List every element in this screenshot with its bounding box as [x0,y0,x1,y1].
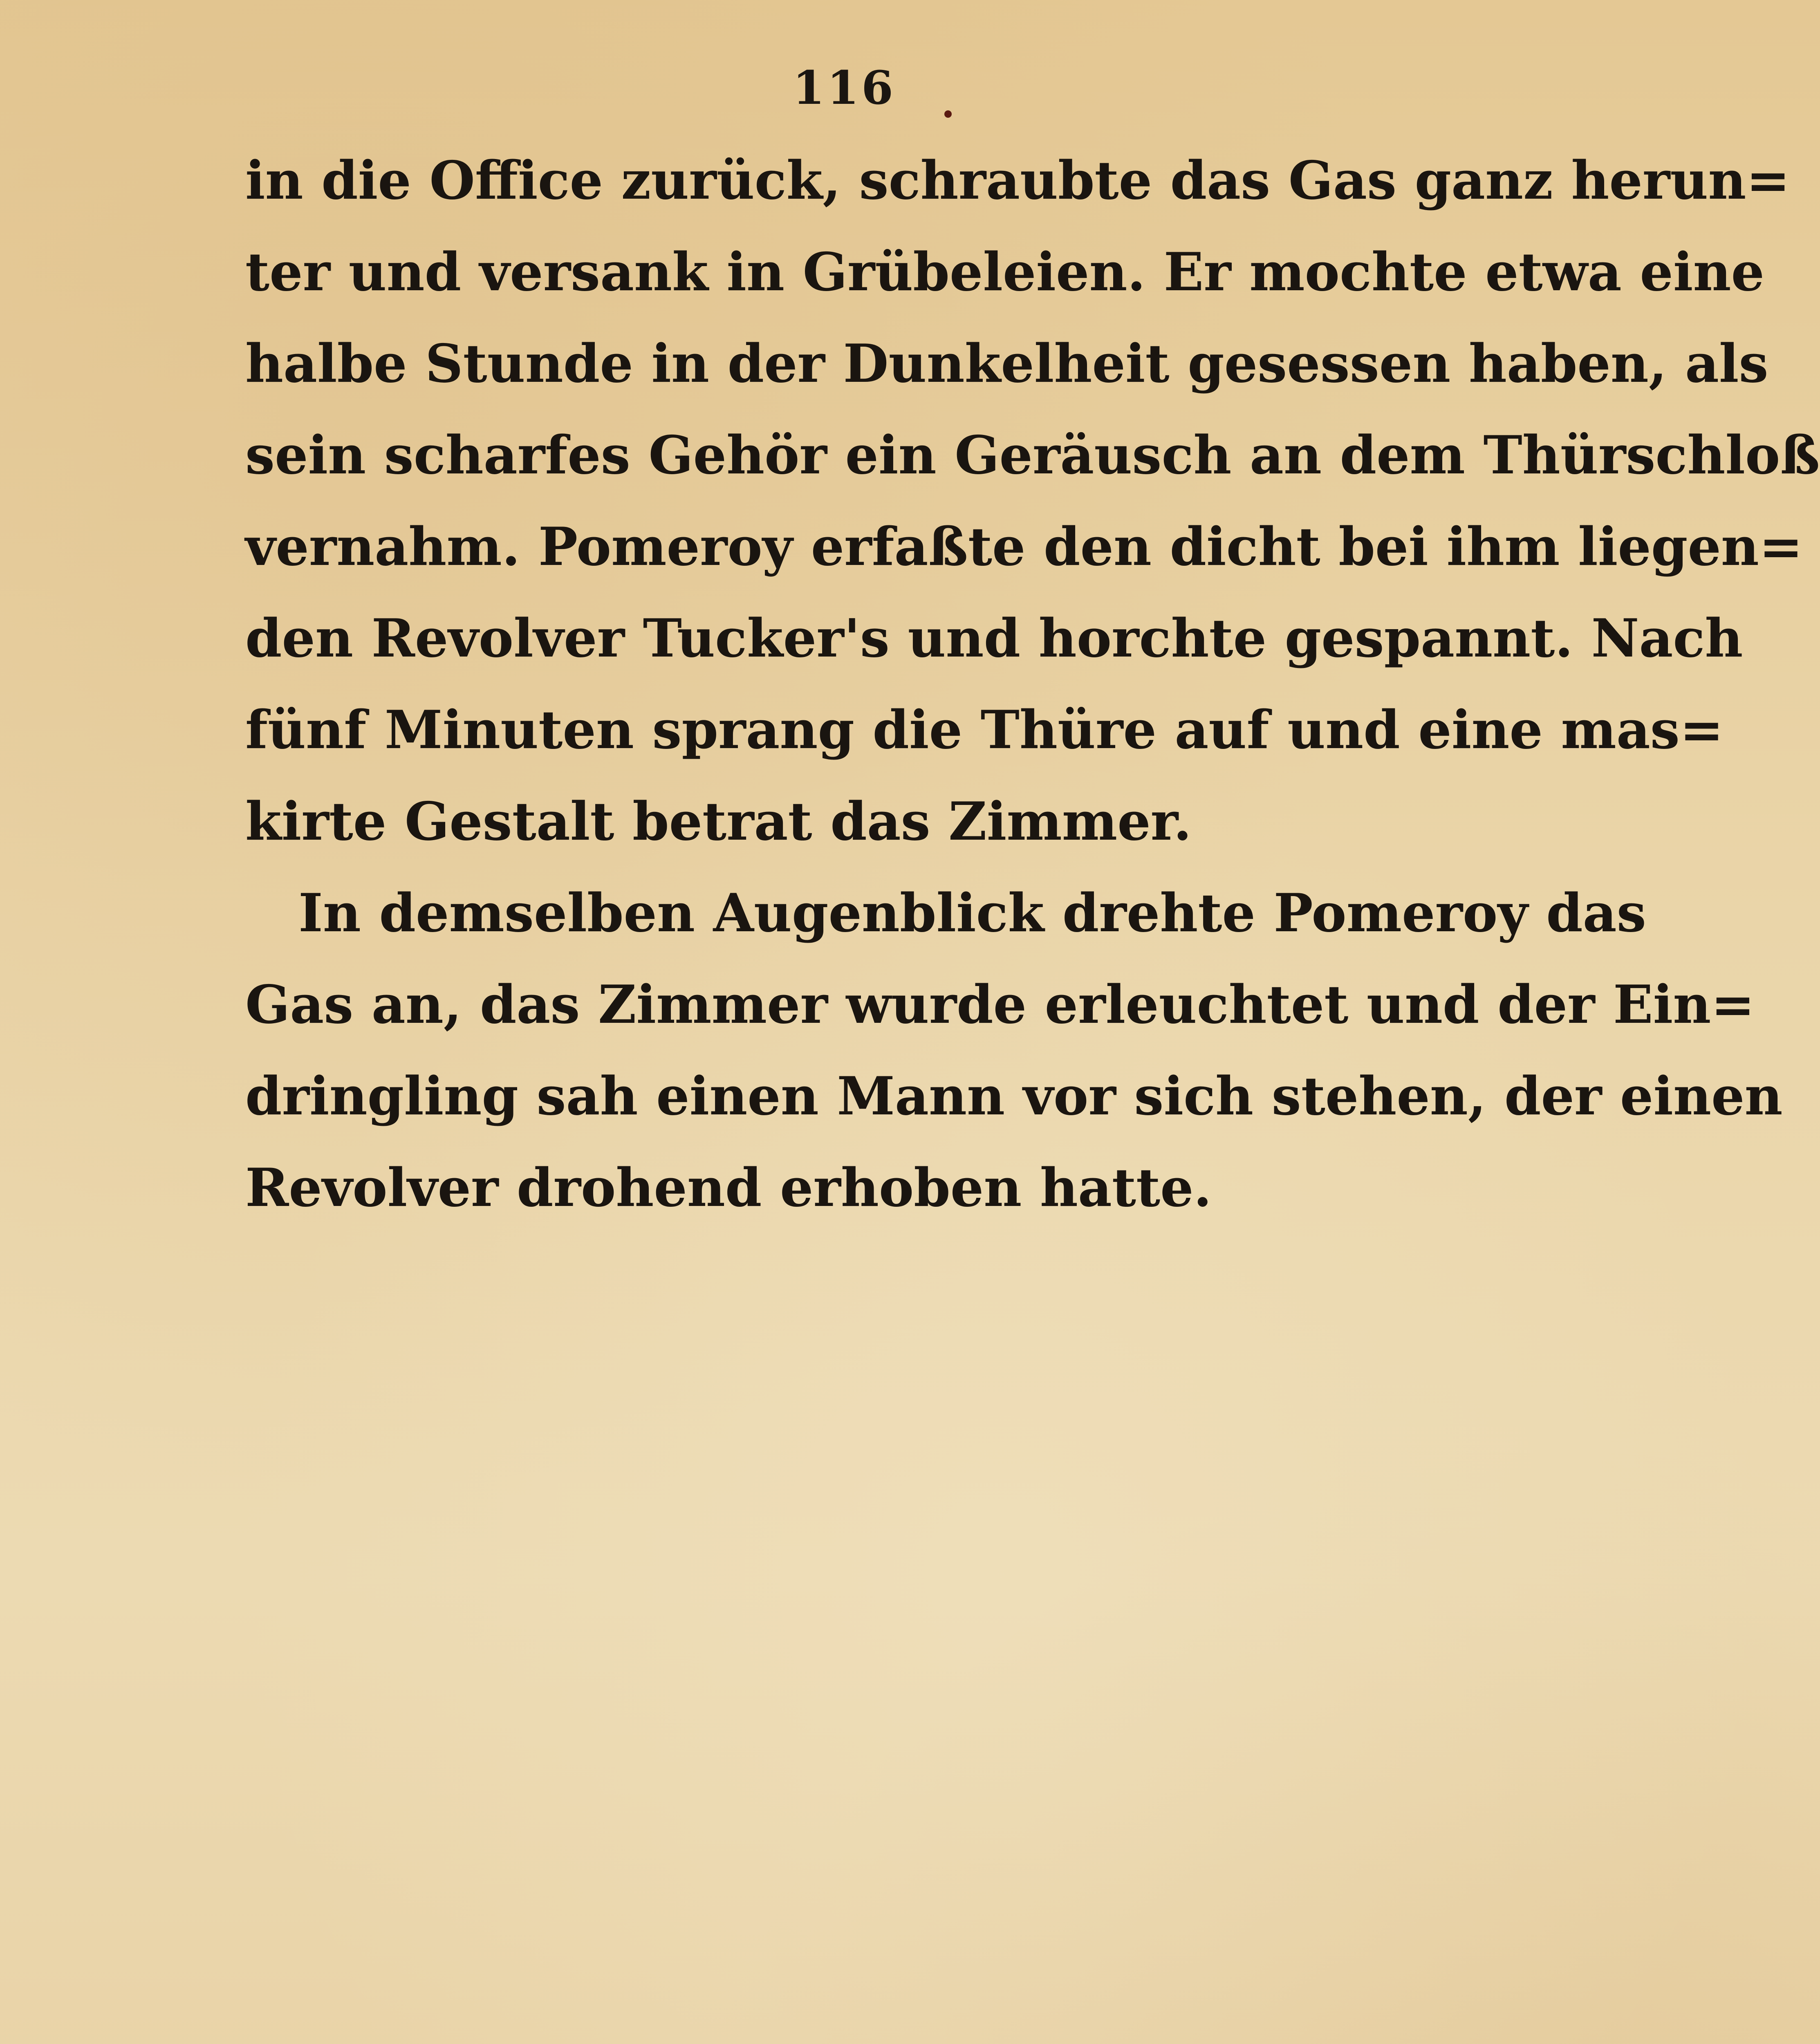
text-line: halbe Stunde in der Dunkelheit gesessen haben, als [245,333,1768,394]
text-line: vernahm. Pomeroy erfaßte den dicht bei ihm liegen= [245,516,1803,578]
text-line: in die Office zurück, schraubte das Gas ganz herun= [245,150,1790,211]
text-line: Revolver drohend erhoben hatte. [245,1157,1212,1219]
paper-speck [944,110,952,118]
text-line: kirte Gestalt betrat das Zimmer. [245,791,1192,852]
paragraph-1 [245,135,1820,867]
text-line: Gas an, das Zimmer wurde erleuchtet und der Ein= [245,974,1755,1035]
page-number: 116 [793,61,896,115]
text-line: sein scharfes Gehör ein Geräusch an dem Thürschloß [245,425,1820,486]
text-line: den Revolver Tucker's und horchte gespannt. Nach [245,608,1743,669]
body-text [245,135,1820,1234]
text-line: dringling sah einen Mann vor sich stehen, der einen [245,1066,1783,1127]
text-line: ter und versank in Grübeleien. Er mochte etwa eine [245,242,1764,303]
paragraph-2 [245,867,1783,1234]
text-line: fünf Minuten sprang die Thüre auf und eine mas= [245,699,1724,761]
text-line: In demselben Augenblick drehte Pomeroy das [298,883,1646,944]
